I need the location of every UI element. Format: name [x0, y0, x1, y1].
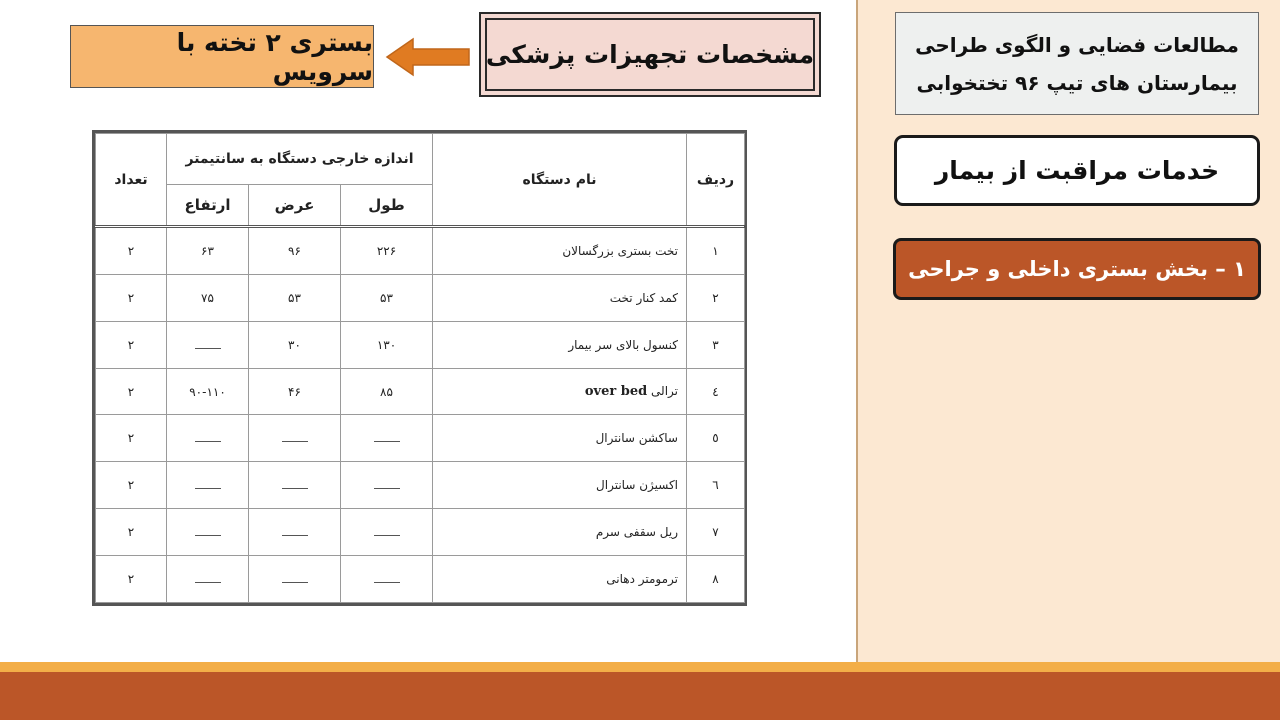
empty-value-dash — [374, 572, 400, 583]
empty-value-dash — [195, 478, 221, 489]
cell-height: ۹۰-۱۱۰ — [167, 368, 249, 415]
empty-value-dash — [195, 338, 221, 349]
cell-row-number: ٥ — [687, 415, 745, 462]
header-device-name: نام دستگاه — [433, 134, 687, 227]
footer-bar — [0, 672, 1280, 720]
cell-width: ۳۰ — [249, 321, 341, 368]
study-title-line2: بیمارستان های تیپ ۹۶ تختخوابی — [916, 70, 1238, 95]
cell-device-name — [433, 321, 687, 368]
cell-height — [167, 321, 249, 368]
header-length: طول — [341, 185, 433, 227]
empty-value-dash — [195, 525, 221, 536]
cell-length: ۲۲۶ — [341, 227, 433, 275]
header-count: تعداد — [96, 134, 167, 227]
cell-length — [341, 556, 433, 603]
cell-device-name — [433, 227, 687, 275]
cell-count: ۲ — [96, 227, 167, 275]
device-name-text: کمد کنار تخت — [609, 290, 678, 305]
device-name-latin: over bed — [584, 384, 648, 400]
study-title-line1: مطالعات فضایی و الگوی طراحی — [915, 32, 1239, 57]
cell-height: ۶۳ — [167, 227, 249, 275]
table-row — [96, 556, 745, 603]
empty-value-dash — [374, 431, 400, 442]
device-name-text: ریل سقفی سرم — [595, 525, 678, 540]
header-row-number: ردیف — [687, 134, 745, 227]
cell-device-name — [433, 415, 687, 462]
cell-count: ۲ — [96, 321, 167, 368]
header-height: ارتفاع — [167, 185, 249, 227]
table-row — [96, 274, 745, 321]
empty-value-dash — [374, 525, 400, 536]
cell-width — [249, 462, 341, 509]
cell-row-number: ۳ — [687, 321, 745, 368]
empty-value-dash — [195, 431, 221, 442]
cell-length — [341, 462, 433, 509]
device-name-text: ترمومتر دهانی — [606, 572, 678, 587]
cell-count: ۲ — [96, 274, 167, 321]
cell-height — [167, 415, 249, 462]
device-name-text: اکسیژن سانترال — [596, 478, 678, 493]
cell-count: ۲ — [96, 509, 167, 556]
cell-length: ۵۳ — [341, 274, 433, 321]
ward-section-label: ۱ – بخش بستری داخلی و جراحی — [908, 257, 1246, 281]
header-outer-size: اندازه خارجی دستگاه به سانتیمتر — [167, 134, 433, 185]
spec-title-box — [479, 12, 821, 97]
cell-height — [167, 556, 249, 603]
cell-length: ۱۳۰ — [341, 321, 433, 368]
cell-row-number: ۱ — [687, 227, 745, 275]
patient-care-title: خدمات مراقبت از بیمار — [934, 156, 1220, 185]
cell-count: ۲ — [96, 462, 167, 509]
ward-title-box — [70, 25, 374, 88]
cell-row-number: ۲ — [687, 274, 745, 321]
empty-value-dash — [282, 478, 308, 489]
device-name-text: تخت بستری بزرگسالان — [562, 243, 678, 258]
spec-title: مشخصات تجهیزات پزشکی — [485, 40, 815, 69]
cell-height: ۷۵ — [167, 274, 249, 321]
cell-device-name — [433, 368, 687, 415]
equipment-table — [92, 130, 747, 606]
cell-width: ۴۶ — [249, 368, 341, 415]
cell-height — [167, 509, 249, 556]
empty-value-dash — [282, 572, 308, 583]
empty-value-dash — [282, 525, 308, 536]
cell-count: ۲ — [96, 368, 167, 415]
device-name-text: کنسول بالای سر بیمار — [568, 337, 678, 352]
cell-row-number: ۸ — [687, 556, 745, 603]
cell-device-name — [433, 509, 687, 556]
cell-width — [249, 556, 341, 603]
cell-device-name — [433, 274, 687, 321]
header-width: عرض — [249, 185, 341, 227]
table-row — [96, 415, 745, 462]
table-row — [96, 227, 745, 275]
empty-value-dash — [195, 572, 221, 583]
device-name-text: ساکشن سانترال — [595, 431, 678, 446]
cell-width: ۵۳ — [249, 274, 341, 321]
cell-height — [167, 462, 249, 509]
table-row — [96, 321, 745, 368]
ward-section-box[interactable] — [893, 238, 1261, 300]
table-row — [96, 462, 745, 509]
cell-width — [249, 415, 341, 462]
ward-title: بستری ۲ تخته با سرویس — [176, 27, 373, 86]
study-title-box — [895, 12, 1259, 115]
cell-count: ۲ — [96, 415, 167, 462]
cell-row-number: ٦ — [687, 462, 745, 509]
patient-care-box — [894, 135, 1260, 206]
cell-length — [341, 415, 433, 462]
cell-device-name — [433, 462, 687, 509]
table-row — [96, 368, 745, 415]
cell-row-number: ۷ — [687, 509, 745, 556]
cell-width: ۹۶ — [249, 227, 341, 275]
cell-width — [249, 509, 341, 556]
cell-length: ۸۵ — [341, 368, 433, 415]
left-arrow-icon — [385, 37, 471, 77]
cell-row-number: ٤ — [687, 368, 745, 415]
device-name-text: ترالی — [651, 384, 678, 399]
cell-device-name — [433, 556, 687, 603]
cell-count: ۲ — [96, 556, 167, 603]
empty-value-dash — [374, 478, 400, 489]
empty-value-dash — [282, 431, 308, 442]
table-row — [96, 509, 745, 556]
footer-accent-line — [0, 662, 1280, 672]
cell-length — [341, 509, 433, 556]
